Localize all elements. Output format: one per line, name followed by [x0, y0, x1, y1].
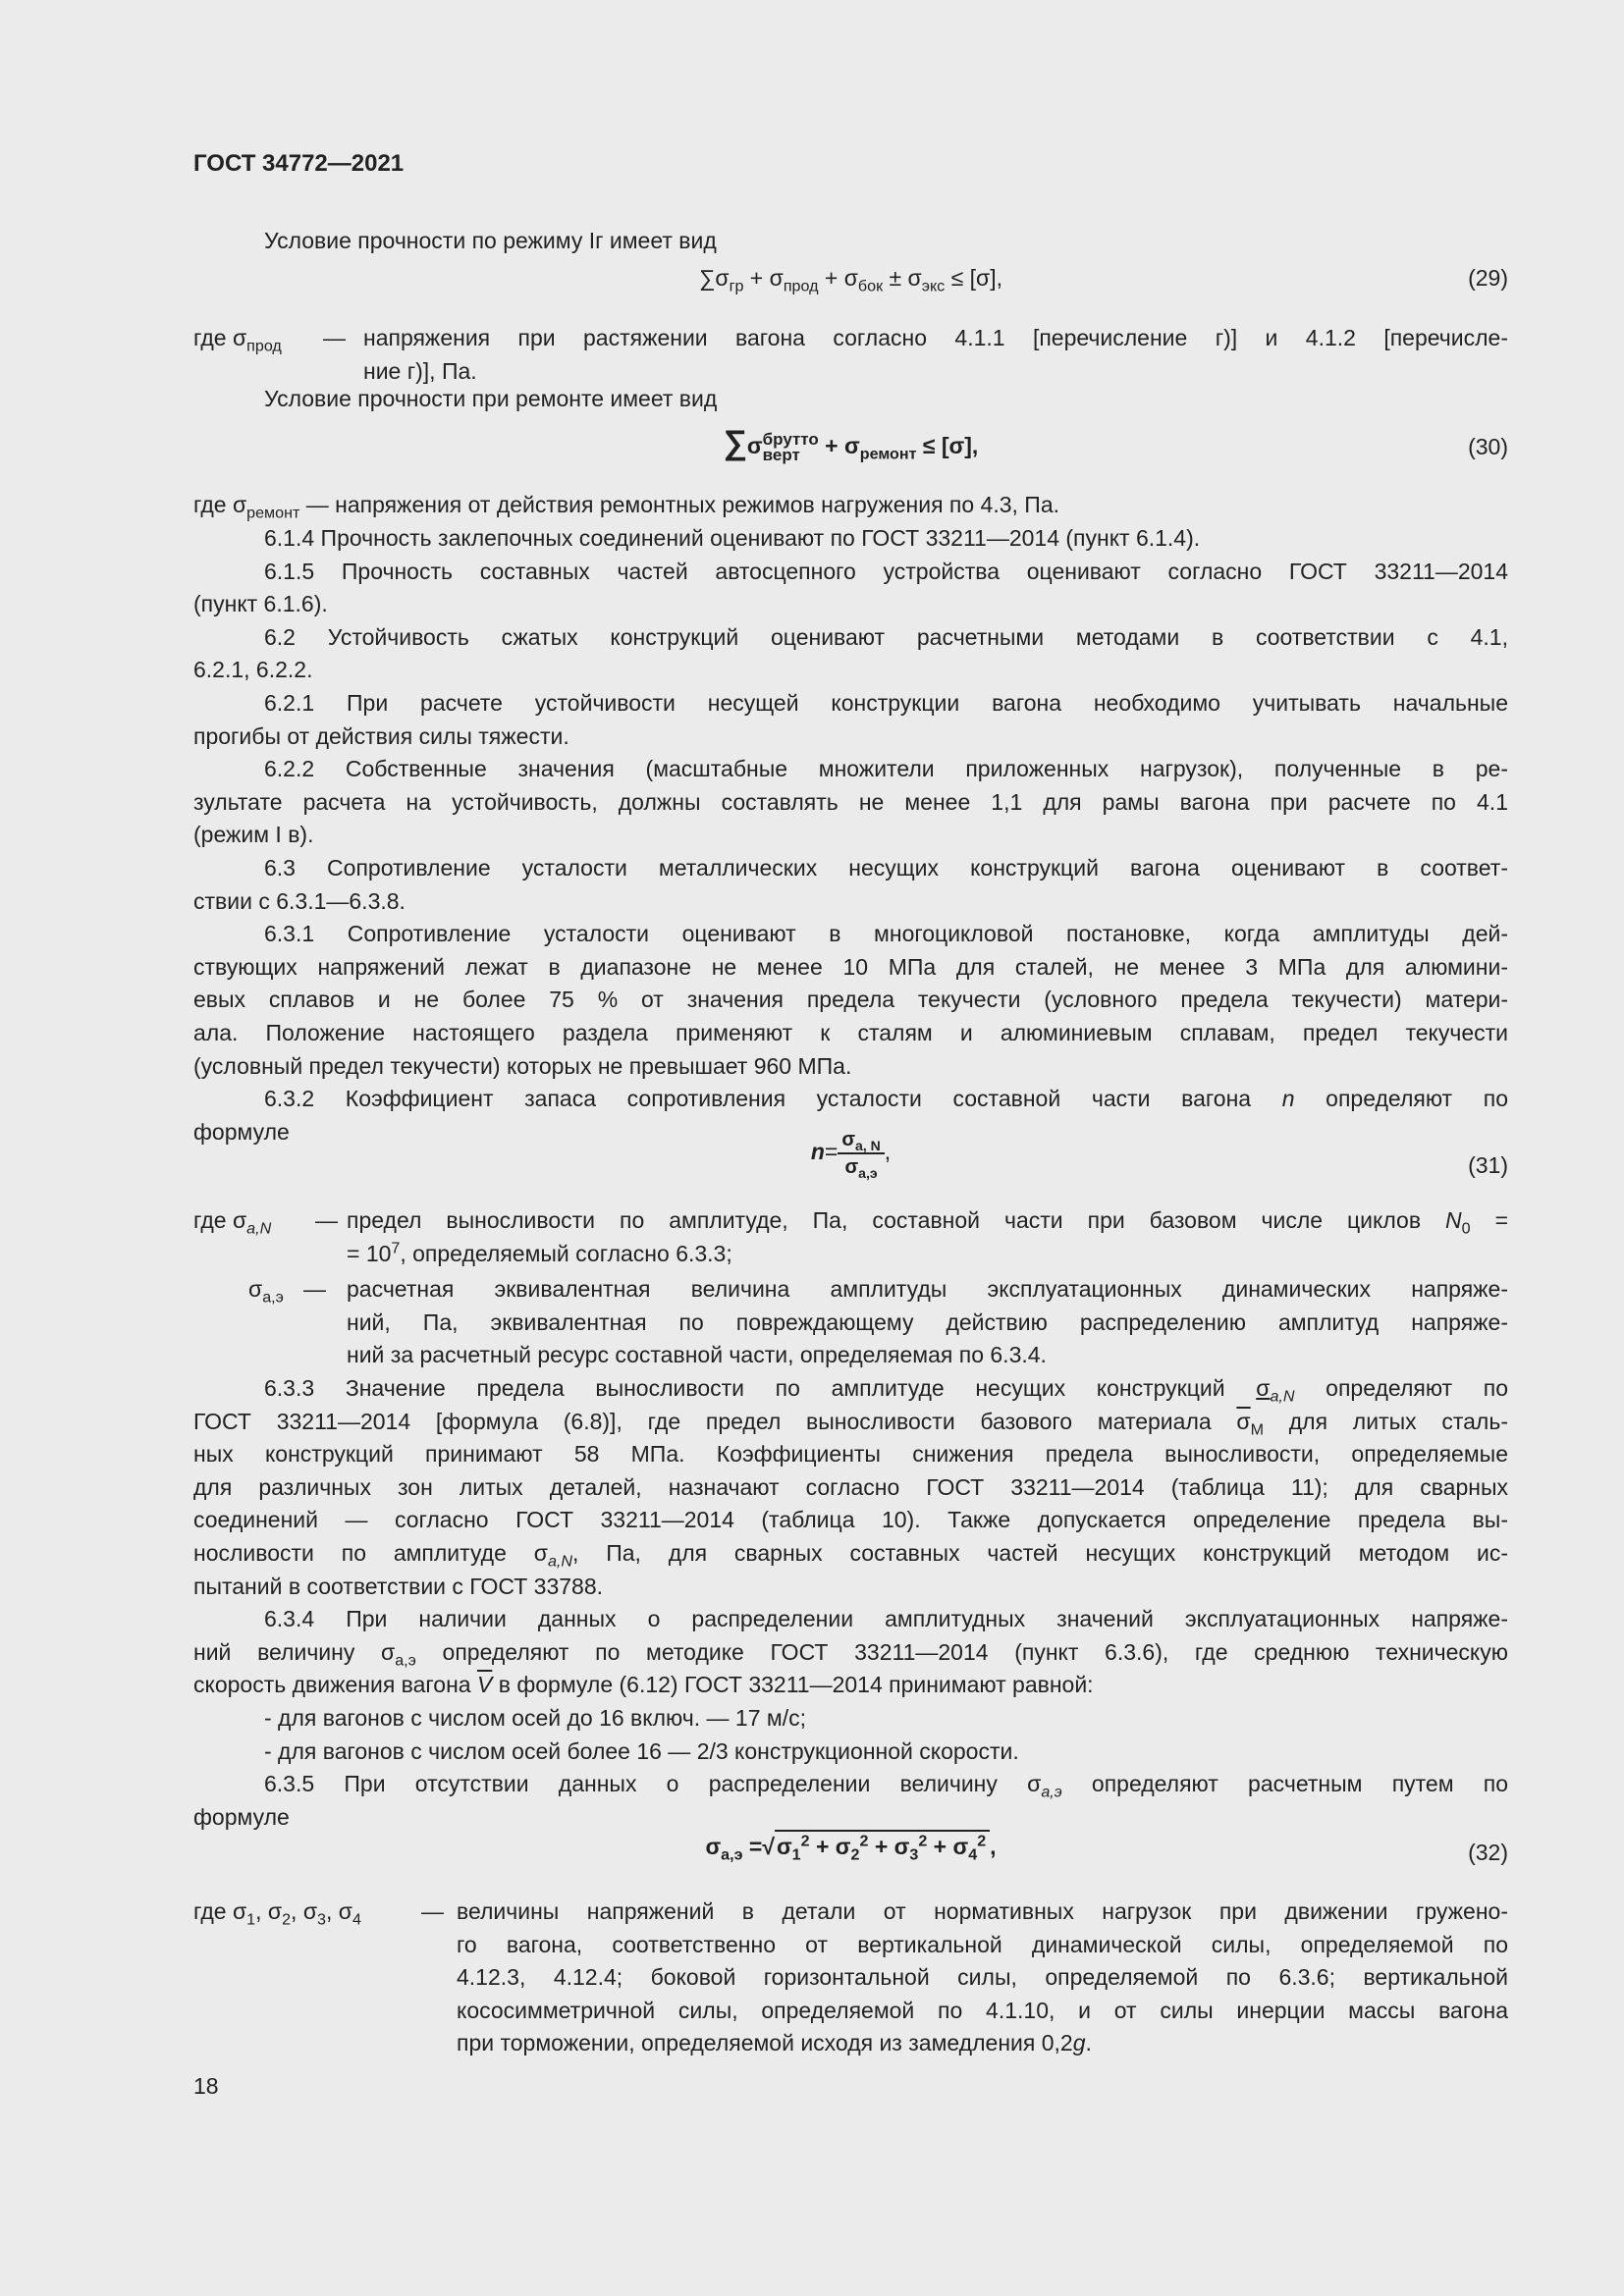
text-segment: ≤ [σ], [945, 265, 1003, 291]
text-segment: верт [762, 445, 800, 464]
paragraph-condition-2 [193, 383, 1508, 416]
text-segment [248, 1273, 284, 1307]
text-segment: n [1281, 1086, 1295, 1112]
text-segment: a,э [395, 1651, 416, 1670]
text-line: 6.2 Устойчивость сжатых конструкций оценивают расчетными методами в соответствии с 4.1, [264, 623, 1508, 650]
text-segment [347, 1273, 1508, 1372]
text-line [193, 1406, 1508, 1439]
text-segment: σ [769, 265, 784, 291]
text-segment: 2 [859, 1832, 869, 1850]
text-segment: 2 [977, 1832, 987, 1850]
text-segment: бок [857, 277, 884, 295]
text-segment: определяют по [1294, 1375, 1509, 1401]
text-segment: 6.3.4 При наличии данных о распределении амплитудных значений эксплуатационных напряже- [264, 1606, 1508, 1632]
text-segment: прод [783, 277, 819, 295]
text-segment: + σ [927, 1834, 969, 1859]
text-segment: где σ [193, 325, 247, 350]
text-segment: — [421, 1898, 444, 1924]
text-segment: где σ [193, 492, 247, 517]
text-line: евых сплавов и не более 75 % от значения предела текучести (условного предела текучести) матери- [193, 987, 1508, 1013]
text-line [193, 1372, 1508, 1406]
text-line [193, 489, 1508, 522]
text-segment: — [303, 1276, 326, 1302]
text-segment: экс [921, 277, 946, 295]
text-segment: в формуле (6.12) ГОСТ 33211—2014 принимают равной: [492, 1672, 1094, 1698]
text-line: расчетная эквивалентная величина амплитуды эксплуатационных динамических напряже- [347, 1276, 1508, 1302]
text-line: 6.3 Сопротивление усталости металлических несущих конструкций вагона оценивают в соответ- [264, 854, 1508, 881]
text-line [193, 1768, 1508, 1801]
text-segment: 4 [352, 1910, 361, 1929]
text-line: ние г)], Па. [363, 357, 477, 384]
text-segment: σ [715, 265, 730, 291]
document-header: ГОСТ 34772—2021 [193, 150, 405, 177]
text-line [193, 1083, 1508, 1116]
text-segment: скорость движения вагона [193, 1672, 477, 1698]
text-segment: формуле [193, 1803, 290, 1830]
text-segment: пытаний в соответствии с ГОСТ 33788. [193, 1573, 603, 1599]
text-segment: ГОСТ 33211—2014 [формула (6.8)], где предел выносливости базового материала [193, 1408, 1237, 1434]
text-line: ний за расчетный ресурс составной части, определяемая по 6.3.4. [347, 1342, 1047, 1368]
definition-sigma-1-4 [193, 1896, 1508, 2062]
text-segment: ∑ [698, 265, 716, 291]
text-segment: , σ [291, 1898, 318, 1924]
text-segment: a,э [858, 1165, 878, 1181]
text-segment: , σ [255, 1898, 283, 1924]
text-segment: ∑ [723, 424, 747, 461]
formula-30-number: (30) [1468, 434, 1508, 459]
list-item: - для вагонов с числом осей более 16 — 2/3 конструкционной скорости. [264, 1737, 1019, 1764]
text-line: 6.2.1, 6.2.2. [193, 657, 313, 683]
text-segment: . [1085, 2030, 1092, 2056]
text-segment [193, 1896, 361, 1929]
text-segment: — [315, 1207, 338, 1233]
text-segment: для литых сталь- [1264, 1408, 1508, 1434]
text-segment: где σ [193, 1207, 247, 1233]
text-segment: для различных зон литых деталей, назначают согласно ГОСТ 33211—2014 (таблица 11); для сварных [193, 1473, 1508, 1500]
definition-sigma-prod [193, 322, 1508, 389]
text-segment: — [305, 492, 329, 517]
text-segment: = [1470, 1207, 1509, 1233]
text-segment: ремонт [859, 445, 917, 463]
text-segment: σ [841, 1129, 856, 1150]
text-segment: гр [729, 277, 744, 295]
formula-29-number: (29) [1468, 265, 1508, 291]
text-segment: N [1445, 1207, 1462, 1233]
text-segment: n [810, 1139, 825, 1165]
text-segment: √ [762, 1834, 775, 1859]
text-line: формуле [193, 1118, 290, 1145]
definition-text: напряжения от действия ремонтных режимов нагружения по 4.3, Па. [335, 492, 1060, 517]
text-segment: 6.3.3 Значение предела выносливости по амплитуде несущих конструкций [264, 1375, 1257, 1401]
text-segment: + σ [868, 1834, 910, 1859]
text-line: ствующих напряжений лежат в диапазоне не менее 10 МПа для сталей, не менее 3 МПа для алюмини- [193, 953, 1508, 980]
text-segment: 2 [282, 1910, 292, 1929]
text-segment: + [818, 433, 845, 458]
formula-31 [193, 1127, 1508, 1196]
text-line [347, 1238, 1508, 1271]
text-segment: σ [907, 265, 922, 291]
definition-label [193, 322, 282, 355]
text-segment: 2 [800, 1832, 810, 1850]
text-segment [838, 1127, 884, 1180]
text-segment: 3 [909, 1845, 919, 1864]
paragraph-condition-1 [193, 225, 1508, 258]
text-segment: a,э [262, 1288, 284, 1307]
text-segment [457, 1896, 1508, 2060]
formula-30 [193, 424, 1508, 483]
dash: — [323, 325, 346, 350]
text-line: 6.2.1 При расчете устойчивости несущей конструкции вагона необходимо учитывать начальные [264, 689, 1508, 716]
text-segment: ных конструкций принимают 58 МПа. Коэффициенты снижения предела выносливости, определяемые [193, 1441, 1508, 1468]
text-line: (условный предел текучести) которых не превышает 960 МПа. [193, 1052, 852, 1079]
text-line: 6.1.4 Прочность заклепочных соединений оценивают по ГОСТ 33211—2014 (пункт 6.1.4). [264, 525, 1201, 551]
formula-32 [193, 1834, 1508, 1893]
text-segment [363, 322, 1508, 388]
text-segment [347, 1204, 1508, 1270]
text-segment [838, 1127, 884, 1154]
text-line: ала. Положение настоящего раздела применяют к сталям и алюминиевым сплавам, предел текучести [193, 1019, 1508, 1045]
text-segment: ≤ [σ], [916, 433, 979, 458]
text-line: (режим I в). [193, 822, 314, 848]
text-segment: величины напряжений в детали от нормативных нагрузок при движении гружено- [457, 1898, 1508, 1924]
text-segment: , [990, 1834, 997, 1859]
text-line: прогибы от действия силы тяжести. [193, 722, 569, 749]
text-segment: кососимметричной силы, определяемой по 4.1.10, и от силы инерции массы вагона [457, 1997, 1508, 2023]
text-segment: , определяемый согласно 6.3.3; [400, 1240, 732, 1266]
text-line: 6.3.1 Сопротивление усталости оценивают в многоцикловой постановке, когда амплитуды дей- [264, 921, 1508, 947]
text-segment: , [884, 1139, 892, 1165]
text-segment: 6.3.2 Коэффициент запаса сопротивления усталости составной части вагона [264, 1086, 1282, 1112]
text-segment: 1 [246, 1910, 256, 1929]
text-segment: 4.12.3, 4.12.4; боковой горизонтальной силы, определяемой по 6.3.6; вертикальной [457, 1964, 1508, 1991]
text-segment [762, 429, 819, 464]
text-line: Условие прочности при ремонте имеет вид [264, 386, 718, 411]
text-segment: σ [844, 1156, 859, 1178]
text-segment: ремонт [246, 504, 300, 522]
text-segment: = [824, 1139, 839, 1165]
text-segment: го вагона, соответственно от вертикальной динамической силы, определяемой по [457, 1931, 1508, 1957]
text-segment: 1 [791, 1845, 801, 1864]
list-item: - для вагонов с числом осей до 16 включ. — 17 м/с; [264, 1704, 806, 1731]
text-segment: a, N [855, 1138, 881, 1153]
text-segment: + σ [809, 1834, 851, 1859]
text-segment: 3 [317, 1910, 326, 1929]
formula-32-number: (32) [1468, 1840, 1508, 1865]
text-line [193, 1669, 1508, 1702]
definition-sigma-ae [193, 1273, 1508, 1372]
formula-30-expression [193, 424, 1508, 463]
text-segment: σ [1256, 1375, 1271, 1401]
text-segment [775, 1830, 990, 1864]
text-segment: g [1072, 2030, 1086, 2056]
text-segment: = 10 [347, 1240, 392, 1266]
text-segment: определяют расчетным путем по [1061, 1771, 1509, 1797]
text-segment: σ [843, 265, 858, 291]
text-segment: , σ [325, 1898, 352, 1924]
text-line [193, 1537, 1508, 1571]
formula-31-number: (31) [1468, 1152, 1508, 1178]
formula-29-expression [193, 265, 1508, 295]
definition-sigma-remont [193, 489, 1508, 522]
text-segment: a,N [547, 1552, 572, 1571]
text-segment: σ [248, 1276, 263, 1302]
text-segment: 2 [850, 1845, 860, 1864]
text-segment: σ [776, 1834, 792, 1859]
text-line [347, 1204, 1508, 1238]
text-segment: соединений — согласно ГОСТ 33211—2014 (таблица 10). Также допускается определение предела вы- [193, 1507, 1508, 1533]
text-segment: a,э [1041, 1783, 1062, 1801]
page-number: 18 [193, 2073, 219, 2099]
text-segment: носливости по амплитуде σ [193, 1539, 548, 1566]
text-segment: σ [746, 433, 763, 458]
text-segment: предел выносливости по амплитуде, Па, составной части при базовом числе циклов [347, 1207, 1446, 1233]
text-segment: 0 [1461, 1219, 1471, 1238]
text-segment: = [742, 1834, 763, 1859]
text-segment: М [1250, 1420, 1265, 1439]
text-segment: определяют по методике ГОСТ 33211—2014 (пункт 6.3.6), где среднюю техническую [415, 1638, 1508, 1665]
section-6-1-4 [193, 522, 1508, 1148]
text-line: (пункт 6.1.6). [193, 591, 328, 617]
text-segment: a,э [721, 1845, 743, 1864]
text-line: ний, Па, эквивалентная по повреждающему действию распределению амплитуд напряже- [347, 1308, 1508, 1335]
text-segment: $\overline{V}$ [476, 1672, 493, 1698]
formula-31-expression [193, 1127, 1508, 1180]
text-line: напряжения при растяжении вагона согласно 4.1.1 [перечисление г)] и 4.1.2 [перечисле- [363, 325, 1508, 350]
section-6-3-3 [193, 1372, 1508, 1834]
text-segment: σ [844, 433, 860, 458]
text-segment: $\overline{\sigma}$ [1236, 1408, 1251, 1434]
formula-32-expression [193, 1832, 1508, 1864]
text-line: Условие прочности по режиму Iг имеет вид [264, 228, 717, 253]
text-segment: брутто [762, 429, 819, 449]
text-segment: определяют по [1294, 1086, 1508, 1112]
text-line [193, 1636, 1508, 1670]
text-line [457, 2027, 1508, 2060]
text-segment: прод [246, 337, 282, 355]
definition-sigma-aN [193, 1204, 1508, 1271]
text-segment: a,N [1270, 1387, 1295, 1406]
text-segment: a,N [246, 1219, 272, 1238]
text-line: зультате расчета на устойчивость, должны составлять не менее 1,1 для рамы вагона при расчете по 4.1 [193, 788, 1508, 815]
text-segment: где σ [193, 1898, 247, 1924]
text-segment: 7 [391, 1238, 401, 1256]
text-line: ствии с 6.3.1—6.3.8. [193, 887, 406, 914]
text-segment: ний величину σ [193, 1638, 396, 1665]
text-segment: 2 [918, 1832, 928, 1850]
text-segment [193, 1204, 271, 1238]
text-segment: при торможении, определяемой исходя из замедления 0,2 [457, 2030, 1073, 2056]
text-segment: ± [883, 265, 908, 291]
text-segment: + [743, 265, 770, 291]
text-segment: 4 [968, 1845, 978, 1864]
text-segment [838, 1154, 884, 1180]
text-segment: + [818, 265, 844, 291]
text-segment: , Па, для сварных составных частей несущих конструкций методом ис- [571, 1539, 1508, 1566]
formula-29 [193, 265, 1508, 324]
text-line: 6.1.5 Прочность составных частей автосцепного устройства оценивают согласно ГОСТ 33211—2014 [264, 558, 1508, 584]
text-segment: σ [705, 1834, 722, 1859]
text-segment: 6.3.5 При отсутствии данных о распределении величину σ [264, 1771, 1042, 1797]
text-line: 6.2.2 Собственные значения (масштабные множители приложенных нагрузок), полученные в ре- [264, 756, 1508, 782]
